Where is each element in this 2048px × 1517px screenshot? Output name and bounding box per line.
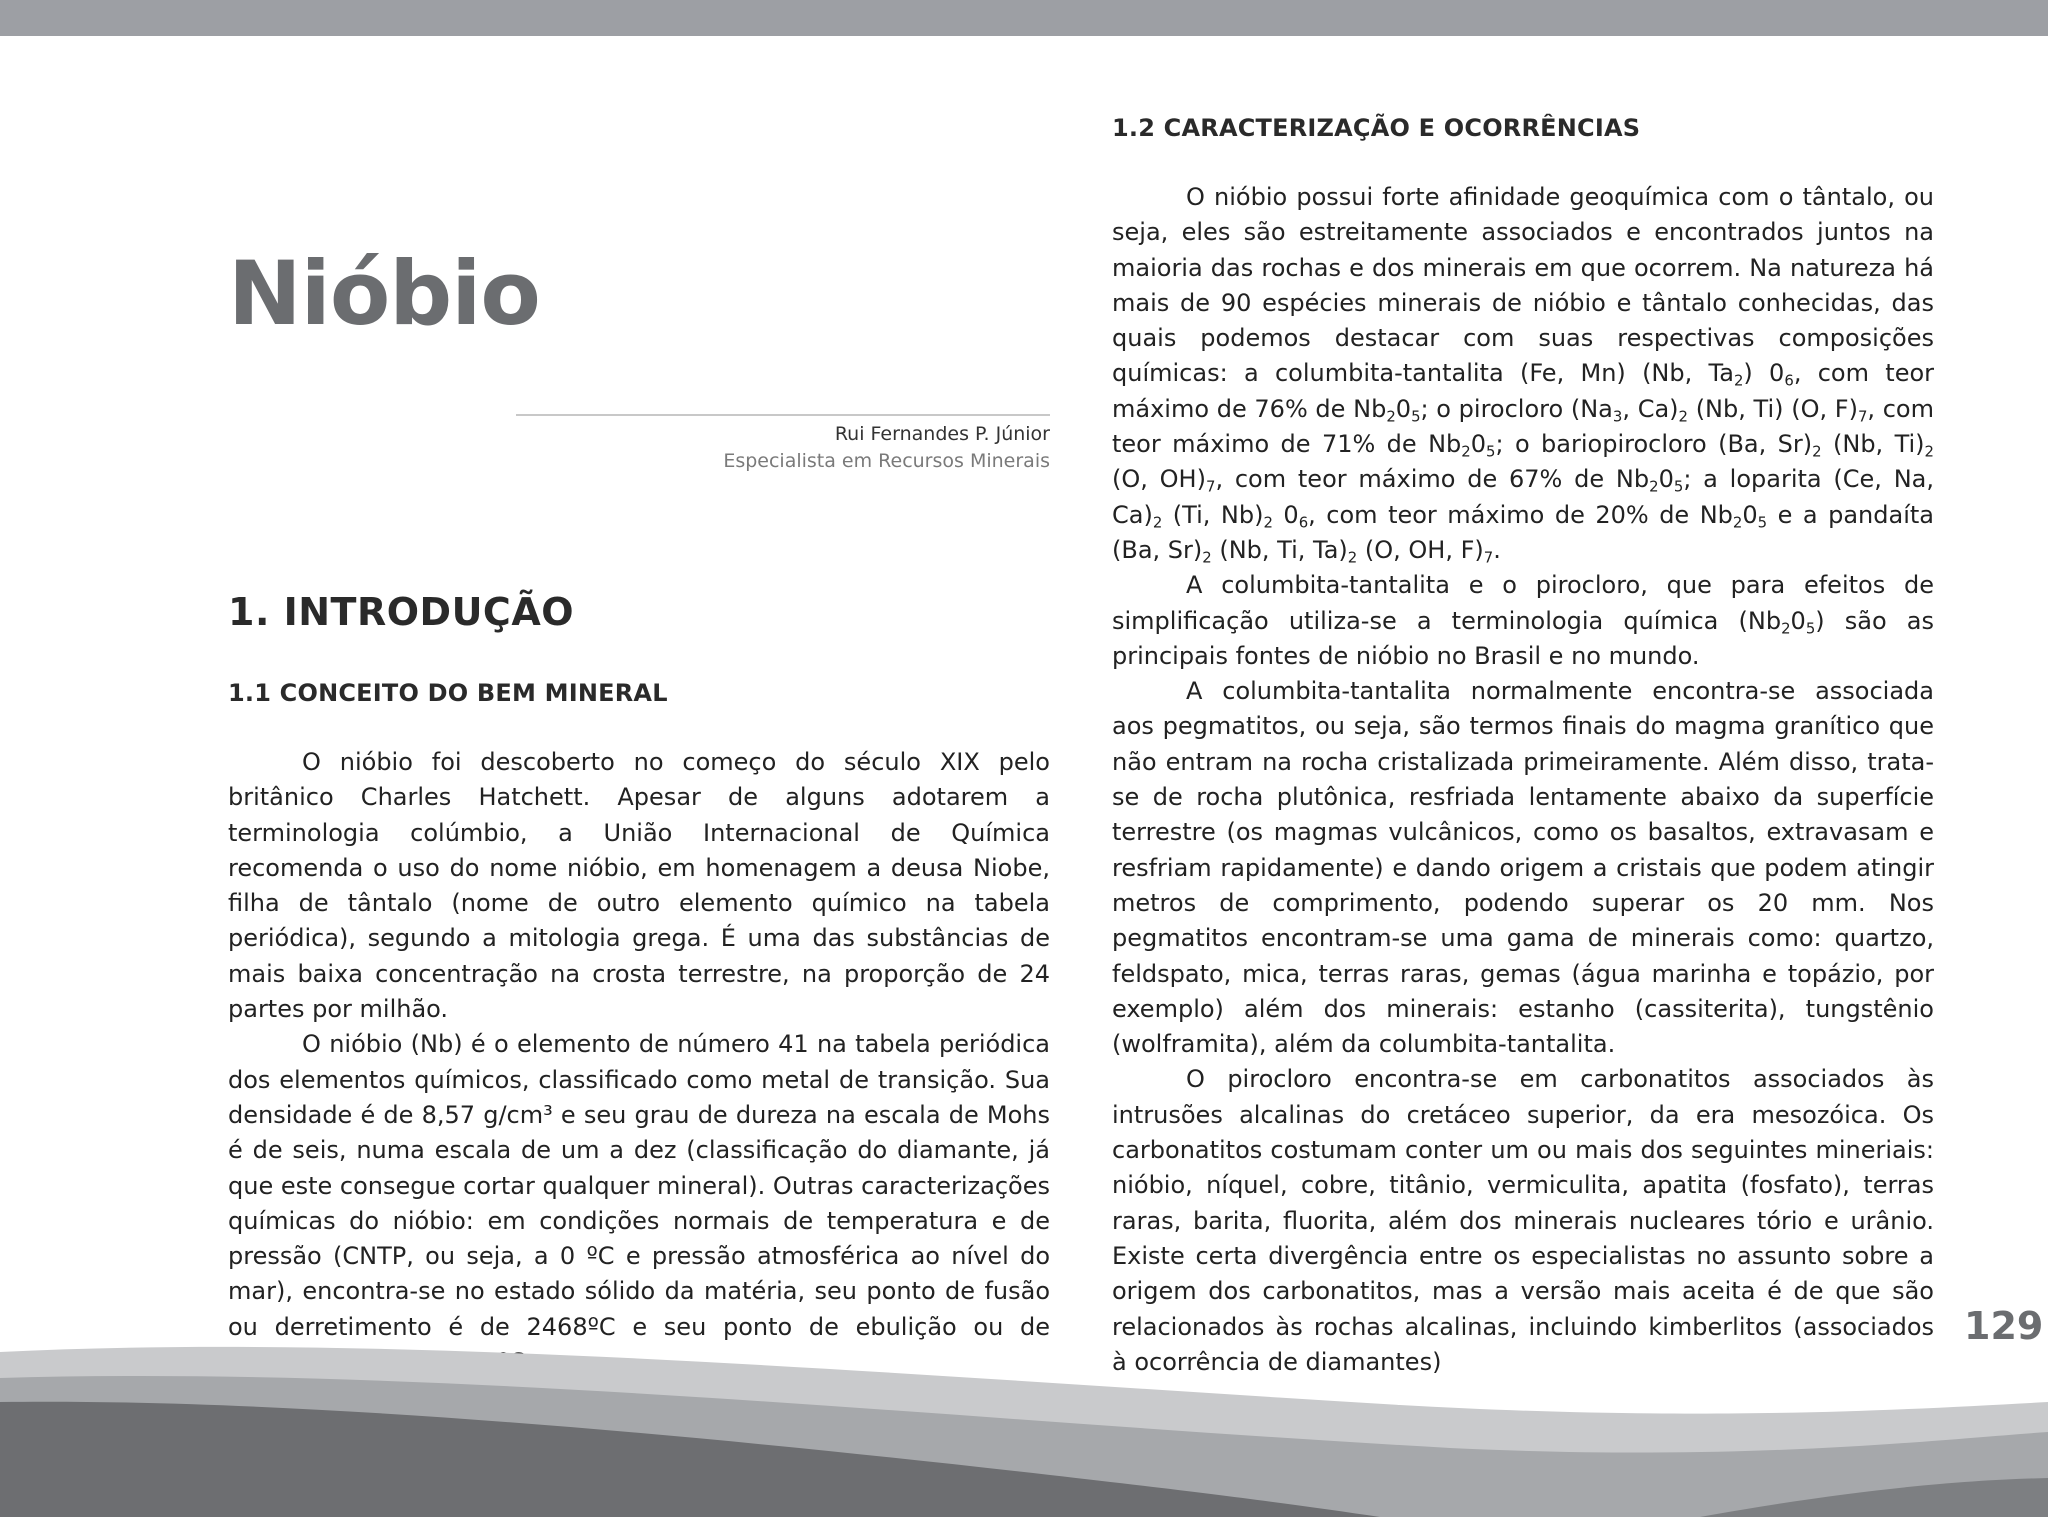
right-column-text (1112, 180, 1934, 1380)
paragraph: O nióbio foi descoberto no começo do século XIX pelo britânico Charles Hatchett. Apesar de alguns adotarem a terminologia colúmbio, a União Internacional de Química recomenda o uso do nome nióbio, em homenagem a deusa Niobe, filha de tântalo (nome de outro elemento químico na tabela periódica), segundo a mitologia grega. É uma das substâncias de mais baixa concentração na crosta terrestre, na proporção de 24 partes por milhão. (228, 748, 1050, 1024)
top-band (0, 0, 2048, 36)
left-column-text (228, 745, 1050, 1380)
author-divider (516, 414, 1050, 416)
footer-wave-decoration (0, 1340, 2048, 1517)
author-role: Especialista em Recursos Minerais (723, 450, 1050, 472)
subsection-heading-caracterizacao: 1.2 CARACTERIZAÇÃO E OCORRÊNCIAS (1112, 114, 1641, 142)
author-name: Rui Fernandes P. Júnior (834, 423, 1050, 445)
author-block (723, 421, 1050, 475)
section-heading-introducao: 1. INTRODUÇÃO (228, 590, 575, 634)
paragraph-principal-sources: A columbita-tantalita e o pirocloro, que para efeitos de simplificação utiliza-se a terminologia química $(Nb_20_5)$ são as principais fontes de nióbio no Brasil e no mundo. (1112, 571, 1934, 670)
chapter-title: Nióbio (228, 242, 540, 345)
paragraph: O pirocloro encontra-se em carbonatitos associados às intrusões alcalinas do cretáceo superior, da era mesozóica. Os carbonatitos costumam conter um ou mais dos seguintes mineriais: nióbio, níquel, cobre, titânio, vermiculita, apatita (fosfato), terras raras, barita, fluorita, além dos minerais nucleares tório e urânio. Existe certa divergência entre os especialistas no assunto sobre a origem dos carbonatitos, mas a versão mais aceita é de que são relacionados às rochas alcalinas, incluindo kimberlitos (associados à ocorrência de diamantes) (1112, 1065, 1934, 1376)
paragraph-minerals: O nióbio possui forte afinidade geoquímica com o tântalo, ou seja, eles são estreitamente associados e encontrados juntos na maioria das rochas e dos minerais em que ocorrem. Na natureza há mais de 90 espécies minerais de nióbio e tântalo conhecidas, das quais podemos destacar com suas respectivas composições químicas: a columbita-tantalita (Fe, Mn) (Nb, $Ta_2$) $0_6$, com teor máximo de 76% de $Nb_20_5$; o pirocloro ($Na_3$, $Ca)_2$ (Nb, Ti) (O, $F)_7$, com teor máximo de 71% de $Nb_20_5$; o bariopirocloro (Ba, $Sr)_2$ (Nb, $Ti)_2$ (O, $OH)_7$, com teor máximo de 67% de $Nb_20_5$; a loparita (Ce, Na, $Ca)_2$ (Ti, $Nb)_2$ $0_6$, com teor máximo de 20% de $Nb_20_5$ e a pandaíta (Ba, $Sr)_2$ (Nb, Ti, $Ta)_2$ (O, OH, $F)_7$. (1112, 183, 1935, 567)
paragraph: O nióbio (Nb) é o elemento de número 41 na tabela periódica dos elementos químicos, classificado como metal de transição. Sua densidade é de 8,57 g/cm³ e seu grau de dureza na escala de Mohs é de seis, numa escala de um a dez (classificação do diamante, já que este consegue cortar qualquer mineral). Outras caracterizações químicas do nióbio: em condições normais de temperatura e de pressão (CNTP, ou seja, a 0 ºC e pressão atmosférica ao nível do mar), encontra-se no estado sólido da matéria, seu ponto de fusão ou derretimento é de 2468ºC e seu ponto de ebulição ou de (228, 1030, 1050, 1341)
paragraph: A columbita-tantalita normalmente encontra-se associada aos pegmatitos, ou seja, são termos finais do magma granítico que não entram na rocha cristalizada primeiramente. Além disso, trata-se de rocha plutônica, resfriada lentamente abaixo da superfície terrestre (os magmas vulcânicos, como os basaltos, extravasam e resfriam rapidamente) e dando origem a cristais que podem atingir metros de comprimento, podendo superar os 20 mm. Nos pegmatitos encontram-se uma gama de minerais como: quartzo, feldspato, mica, terras raras, gemas (água marinha e topázio, por exemplo) além dos minerais: estanho (cassiterita), tungstênio (wolframita), além da columbita-tantalita. (1112, 677, 1934, 1059)
subsection-heading-conceito: 1.1 CONCEITO DO BEM MINERAL (228, 679, 668, 707)
page-number: 129 (1964, 1304, 2044, 1348)
